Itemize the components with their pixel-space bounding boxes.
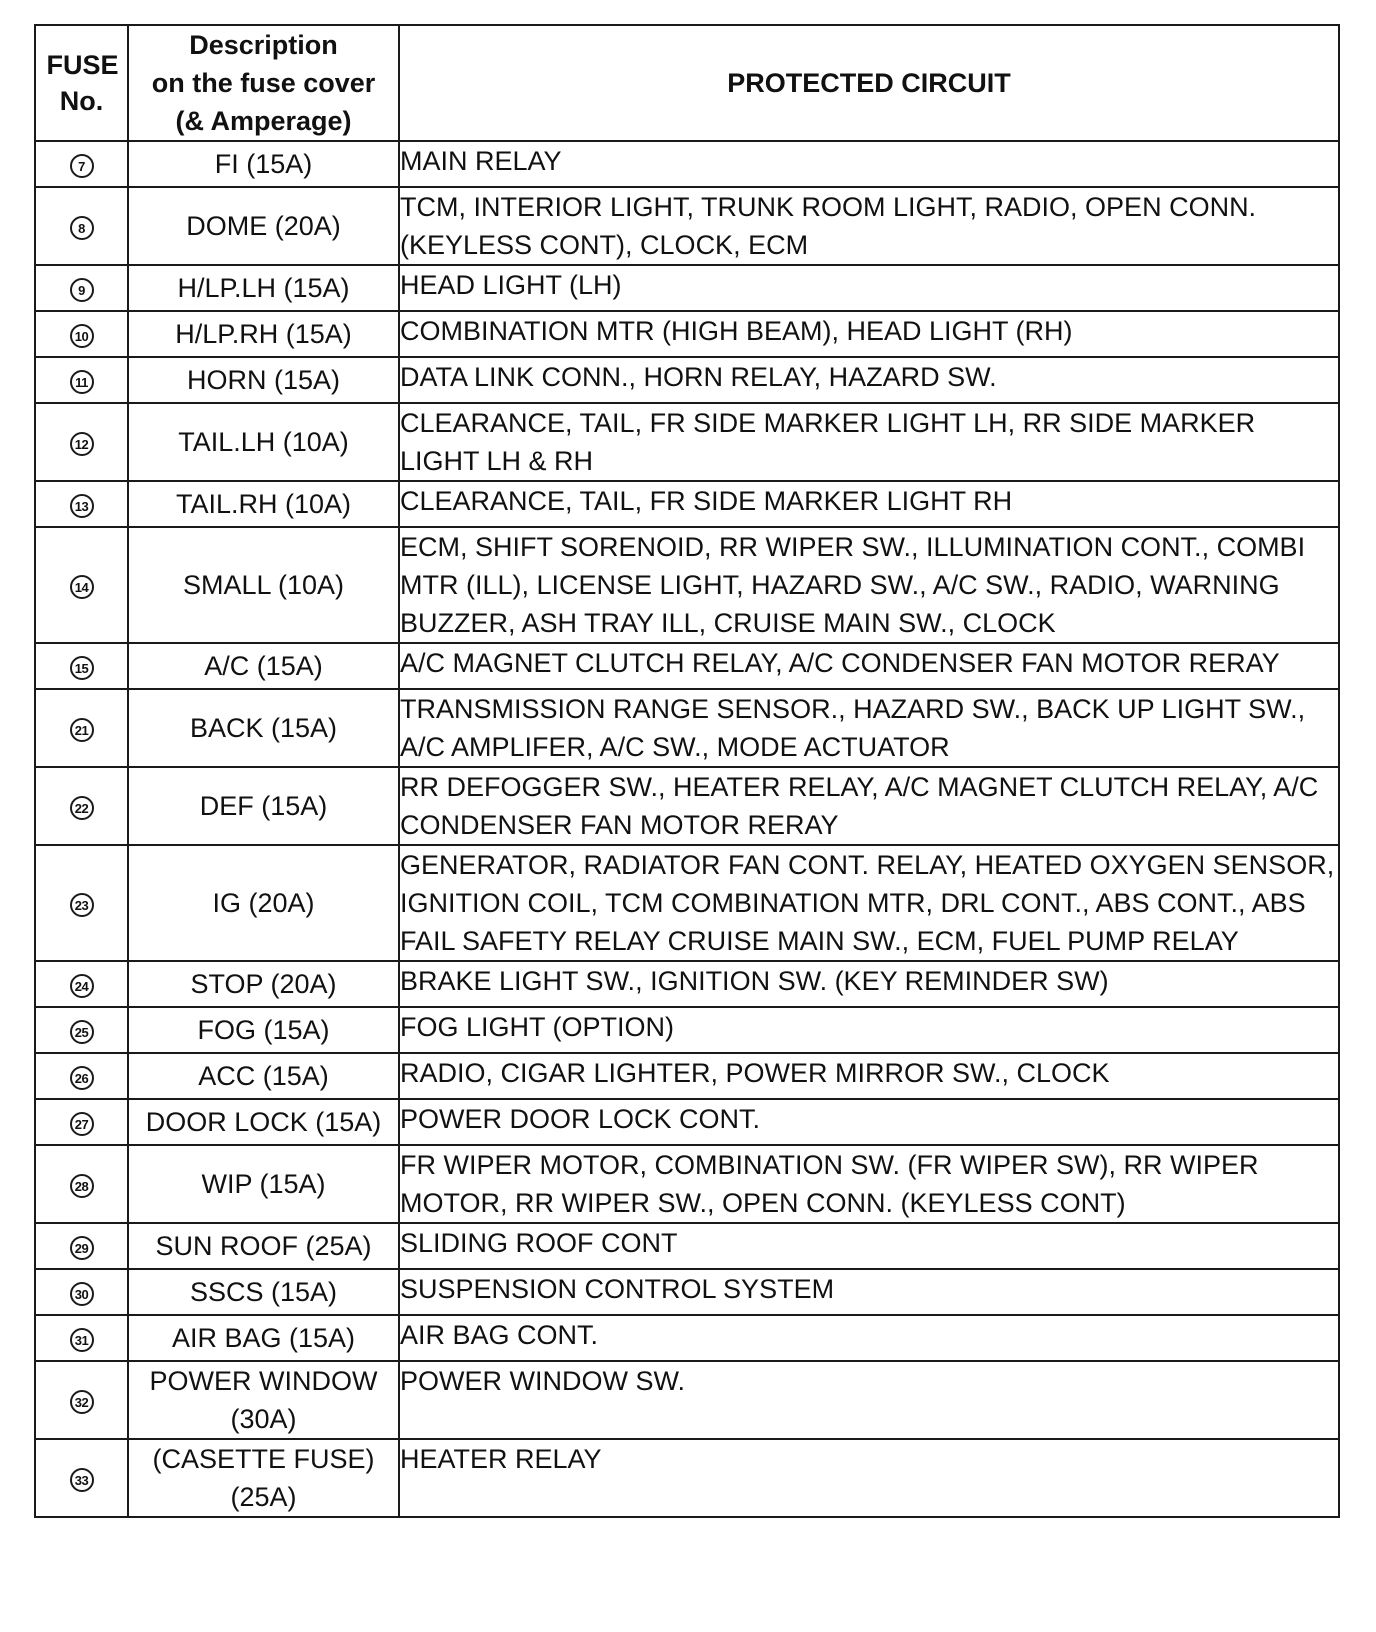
protected-circuit: HEAD LIGHT (LH) <box>399 265 1339 311</box>
fuse-table <box>34 24 1340 1518</box>
fuse-number: 24 <box>70 974 94 998</box>
fuse-description-line1: POWER WINDOW <box>149 1366 378 1396</box>
fuse-description: HORN (15A) <box>128 357 399 403</box>
fuse-description: H/LP.LH (15A) <box>128 265 399 311</box>
protected-circuit: DATA LINK CONN., HORN RELAY, HAZARD SW. <box>399 357 1339 403</box>
protected-circuit: MAIN RELAY <box>399 141 1339 187</box>
fuse-number: 13 <box>70 494 94 518</box>
fuse-description: STOP (20A) <box>128 961 399 1007</box>
fuse-number-cell <box>35 1361 128 1439</box>
fuse-number: 23 <box>70 893 94 917</box>
fuse-number: 25 <box>70 1020 94 1044</box>
fuse-number: 32 <box>70 1390 94 1414</box>
protected-circuit: TRANSMISSION RANGE SENSOR., HAZARD SW., BACK UP LIGHT SW., A/C AMPLIFER, A/C SW., MODE ACTUATOR <box>399 689 1339 767</box>
fuse-number-cell <box>35 1315 128 1361</box>
fuse-number-cell <box>35 845 128 961</box>
fuse-description: AIR BAG (15A) <box>128 1315 399 1361</box>
protected-circuit: GENERATOR, RADIATOR FAN CONT. RELAY, HEATED OXYGEN SENSOR, IGNITION COIL, TCM COMBINATION MTR, DRL CONT., ABS CONT., ABS FAIL SAFETY RELAY CRUISE MAIN SW., ECM, FUEL PUMP RELAY <box>399 845 1339 961</box>
fuse-number: 15 <box>70 656 94 680</box>
header-description-line3: (& Amperage) <box>175 106 352 136</box>
protected-circuit: COMBINATION MTR (HIGH BEAM), HEAD LIGHT (RH) <box>399 311 1339 357</box>
fuse-number-cell <box>35 265 128 311</box>
fuse-number: 27 <box>70 1112 94 1136</box>
fuse-description-line2: (30A) <box>230 1404 297 1434</box>
fuse-description: DEF (15A) <box>128 767 399 845</box>
header-row <box>35 25 1339 141</box>
protected-circuit: RR DEFOGGER SW., HEATER RELAY, A/C MAGNET CLUTCH RELAY, A/C CONDENSER FAN MOTOR RERAY <box>399 767 1339 845</box>
fuse-number: 8 <box>70 216 94 240</box>
protected-circuit: HEATER RELAY <box>399 1439 1339 1517</box>
fuse-number: 22 <box>70 796 94 820</box>
table-row <box>35 481 1339 527</box>
protected-circuit: AIR BAG CONT. <box>399 1315 1339 1361</box>
fuse-description: FOG (15A) <box>128 1007 399 1053</box>
fuse-number: 11 <box>70 370 94 394</box>
fuse-description <box>128 1439 399 1517</box>
protected-circuit: RADIO, CIGAR LIGHTER, POWER MIRROR SW., CLOCK <box>399 1053 1339 1099</box>
fuse-number: 28 <box>70 1174 94 1198</box>
fuse-description: DOME (20A) <box>128 187 399 265</box>
fuse-description: ACC (15A) <box>128 1053 399 1099</box>
fuse-number-cell <box>35 1099 128 1145</box>
protected-circuit: CLEARANCE, TAIL, FR SIDE MARKER LIGHT RH <box>399 481 1339 527</box>
table-row <box>35 1145 1339 1223</box>
fuse-number: 12 <box>70 432 94 456</box>
header-description <box>128 25 399 141</box>
protected-circuit: FR WIPER MOTOR, COMBINATION SW. (FR WIPER SW), RR WIPER MOTOR, RR WIPER SW., OPEN CONN. (KEYLESS CONT) <box>399 1145 1339 1223</box>
fuse-number-cell <box>35 187 128 265</box>
table-row <box>35 1007 1339 1053</box>
header-fuse-no-label: FUSE No. <box>46 49 119 116</box>
fuse-number-cell <box>35 643 128 689</box>
protected-circuit: POWER WINDOW SW. <box>399 1361 1339 1439</box>
table-row <box>35 1053 1339 1099</box>
fuse-number-cell <box>35 311 128 357</box>
fuse-number-cell <box>35 1223 128 1269</box>
fuse-description: A/C (15A) <box>128 643 399 689</box>
table-row <box>35 187 1339 265</box>
table-row <box>35 1099 1339 1145</box>
fuse-number: 14 <box>70 575 94 599</box>
table-row <box>35 311 1339 357</box>
table-row <box>35 265 1339 311</box>
fuse-description-line2: (25A) <box>230 1482 297 1512</box>
protected-circuit: FOG LIGHT (OPTION) <box>399 1007 1339 1053</box>
table-row <box>35 1269 1339 1315</box>
table-row <box>35 767 1339 845</box>
fuse-number-cell <box>35 767 128 845</box>
fuse-description: SUN ROOF (25A) <box>128 1223 399 1269</box>
protected-circuit: BRAKE LIGHT SW., IGNITION SW. (KEY REMINDER SW) <box>399 961 1339 1007</box>
fuse-number-cell <box>35 1269 128 1315</box>
table-row <box>35 141 1339 187</box>
fuse-number: 31 <box>70 1328 94 1352</box>
fuse-number-cell <box>35 527 128 643</box>
fuse-number-cell <box>35 689 128 767</box>
fuse-description: IG (20A) <box>128 845 399 961</box>
fuse-description: SSCS (15A) <box>128 1269 399 1315</box>
fuse-number-cell <box>35 961 128 1007</box>
fuse-number-cell <box>35 141 128 187</box>
header-description-line1: Description <box>189 30 338 60</box>
fuse-description: DOOR LOCK (15A) <box>128 1099 399 1145</box>
fuse-number-cell <box>35 1007 128 1053</box>
fuse-description: SMALL (10A) <box>128 527 399 643</box>
fuse-number-cell <box>35 1053 128 1099</box>
fuse-description-line1: (CASETTE FUSE) <box>152 1444 375 1474</box>
table-row <box>35 643 1339 689</box>
fuse-number: 9 <box>70 278 94 302</box>
fuse-number: 10 <box>70 324 94 348</box>
fuse-number: 29 <box>70 1236 94 1260</box>
fuse-description: TAIL.RH (10A) <box>128 481 399 527</box>
protected-circuit: SUSPENSION CONTROL SYSTEM <box>399 1269 1339 1315</box>
fuse-description: FI (15A) <box>128 141 399 187</box>
fuse-number-cell <box>35 403 128 481</box>
table-row <box>35 1439 1339 1517</box>
header-protected-circuit-label: PROTECTED CIRCUIT <box>727 68 1011 98</box>
fuse-number: 33 <box>70 1468 94 1492</box>
fuse-number: 30 <box>70 1282 94 1306</box>
fuse-description: WIP (15A) <box>128 1145 399 1223</box>
table-row <box>35 527 1339 643</box>
fuse-number: 26 <box>70 1066 94 1090</box>
protected-circuit: CLEARANCE, TAIL, FR SIDE MARKER LIGHT LH, RR SIDE MARKER LIGHT LH & RH <box>399 403 1339 481</box>
table-row <box>35 403 1339 481</box>
fuse-description: H/LP.RH (15A) <box>128 311 399 357</box>
protected-circuit: ECM, SHIFT SORENOID, RR WIPER SW., ILLUMINATION CONT., COMBI MTR (ILL), LICENSE LIGHT, HAZARD SW., A/C SW., RADIO, WARNING BUZZER, ASH TRAY ILL, CRUISE MAIN SW., CLOCK <box>399 527 1339 643</box>
table-row <box>35 1223 1339 1269</box>
table-row <box>35 845 1339 961</box>
fuse-number: 21 <box>70 718 94 742</box>
protected-circuit: TCM, INTERIOR LIGHT, TRUNK ROOM LIGHT, RADIO, OPEN CONN. (KEYLESS CONT), CLOCK, ECM <box>399 187 1339 265</box>
fuse-number-cell <box>35 1145 128 1223</box>
fuse-number: 7 <box>70 154 94 178</box>
protected-circuit: SLIDING ROOF CONT <box>399 1223 1339 1269</box>
table-row <box>35 689 1339 767</box>
fuse-number-cell <box>35 481 128 527</box>
header-description-line2: on the fuse cover <box>151 68 376 98</box>
protected-circuit: A/C MAGNET CLUTCH RELAY, A/C CONDENSER FAN MOTOR RERAY <box>399 643 1339 689</box>
protected-circuit: POWER DOOR LOCK CONT. <box>399 1099 1339 1145</box>
header-protected-circuit <box>399 25 1339 141</box>
table-row <box>35 1315 1339 1361</box>
table-row <box>35 961 1339 1007</box>
table-row <box>35 357 1339 403</box>
fuse-description: TAIL.LH (10A) <box>128 403 399 481</box>
fuse-number-cell <box>35 1439 128 1517</box>
fuse-description <box>128 1361 399 1439</box>
fuse-number-cell <box>35 357 128 403</box>
fuse-description: BACK (15A) <box>128 689 399 767</box>
header-fuse-no <box>35 25 128 141</box>
table-row <box>35 1361 1339 1439</box>
